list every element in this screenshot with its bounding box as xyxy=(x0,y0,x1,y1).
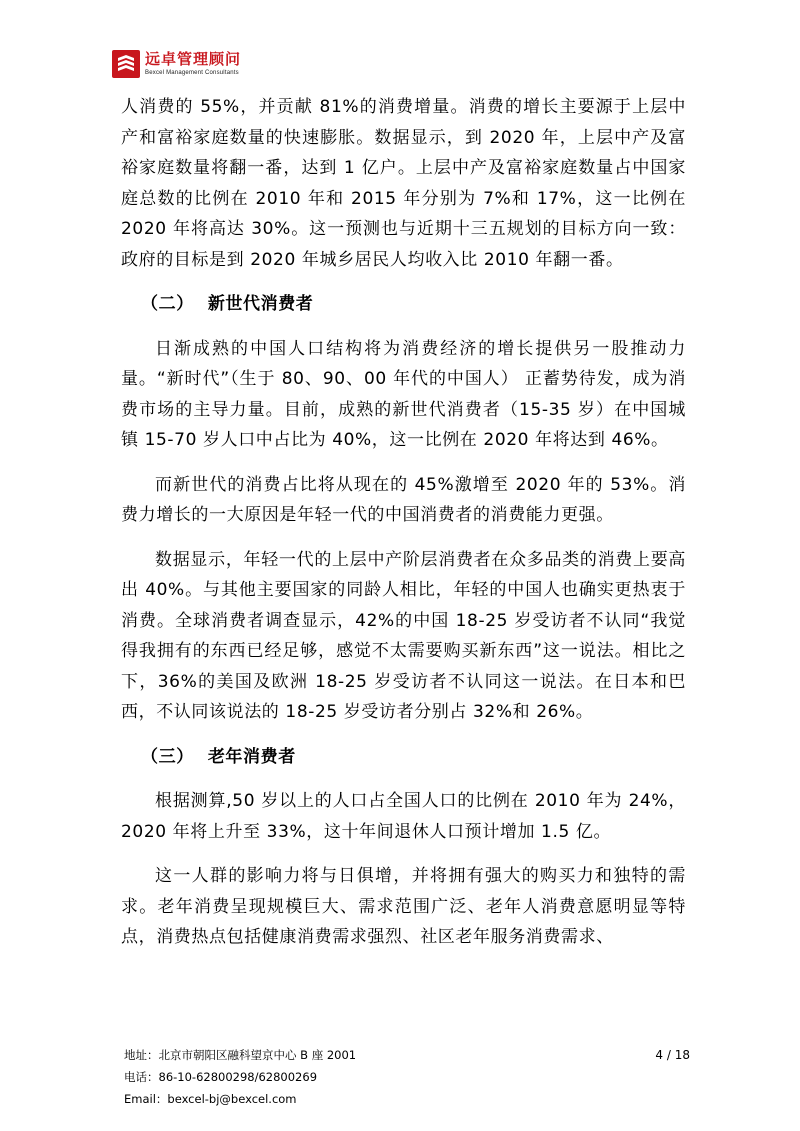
paragraph: 根据测算,50 岁以上的人口占全国人口的比例在 2010 年为 24%，2020 年将上升至 33%，这十年间退休人口预计增加 1.5 亿。 xyxy=(121,791,686,842)
paragraph: 而新世代的消费占比将从现在的 45%激增至 2020 年的 53%。消费力增长的一大原因是年轻一代的中国消费者的消费能力更强。 xyxy=(121,474,686,525)
section-title: 新世代消费者 xyxy=(207,294,314,314)
logo-chinese-name: 远卓管理顾问 xyxy=(145,50,242,68)
paragraph: 这一人群的影响力将与日俱增，并将拥有强大的购买力和独特的需求。老年消费呈现规模巨大、需求范围广泛、老年人消费意愿明显等特点，消费热点包括健康消费需求强烈、社区老年服务消费需求、 xyxy=(121,866,686,947)
page-body xyxy=(121,92,686,953)
section-number: （三） xyxy=(141,746,194,767)
footer-email: Email：bexcel-bj@bexcel.com xyxy=(124,1092,297,1106)
paragraph: 数据显示，年轻一代的上层中产阶层消费者在众多品类的消费上要高出 40%。与其他主要国家的同龄人相比，年轻的中国人也确实更热衷于消费。全球消费者调查显示，42%的中国 18-25 岁受访者不认同“我觉得我拥有的东西已经足够，感觉不太需要购买新东西”这一说法。相比之下，36%的美国及欧洲 18-25 岁受访者不认同这一说法。在日本和巴西，不认同该说法的 18-25 岁受访者分别占 32%和 26%。 xyxy=(121,549,686,722)
section-heading-new-generation xyxy=(121,289,686,320)
page-footer xyxy=(124,1044,690,1110)
footer-address: 地址：北京市朝阳区融科望京中心 B 座 2001 xyxy=(124,1048,357,1062)
section-heading-elderly xyxy=(121,742,686,773)
logo-text xyxy=(145,52,241,76)
bexcel-logo-icon xyxy=(112,50,140,78)
paragraph: 日渐成熟的中国人口结构将为消费经济的增长提供另一股推动力量。“新时代”（生于 80、90、00 年代的中国人） 正蓄势待发，成为消费市场的主导力量。目前，成熟的新世代消费者（15-35 岁）在中国城镇 15-70 岁人口中占比为 40%，这一比例在 2020 年将达到 46%。 xyxy=(121,338,686,450)
page-number: 4 / 18 xyxy=(655,1048,690,1062)
paragraph-continued: 人消费的 55%，并贡献 81%的消费增量。消费的增长主要源于上层中产和富裕家庭数量的快速膨胀。数据显示，到 2020 年，上层中产及富裕家庭数量将翻一番，达到 1 亿户。上层中产及富裕家庭数量占中国家庭总数的比例在 2010 年和 2015 年分别为 7%和 17%，这一比例在 2020 年将高达 30%。这一预测也与近期十三五规划的目标方向一致：政府的目标是到 2020 年城乡居民人均收入比 2010 年翻一番。 xyxy=(121,97,686,270)
footer-phone: 电话：86-10-62800298/62800269 xyxy=(124,1070,318,1084)
section-title: 老年消费者 xyxy=(207,746,296,767)
page-header xyxy=(112,46,241,82)
logo-english-name: Bexcel Management Consultants xyxy=(145,70,239,76)
section-number: （二） xyxy=(141,294,194,314)
